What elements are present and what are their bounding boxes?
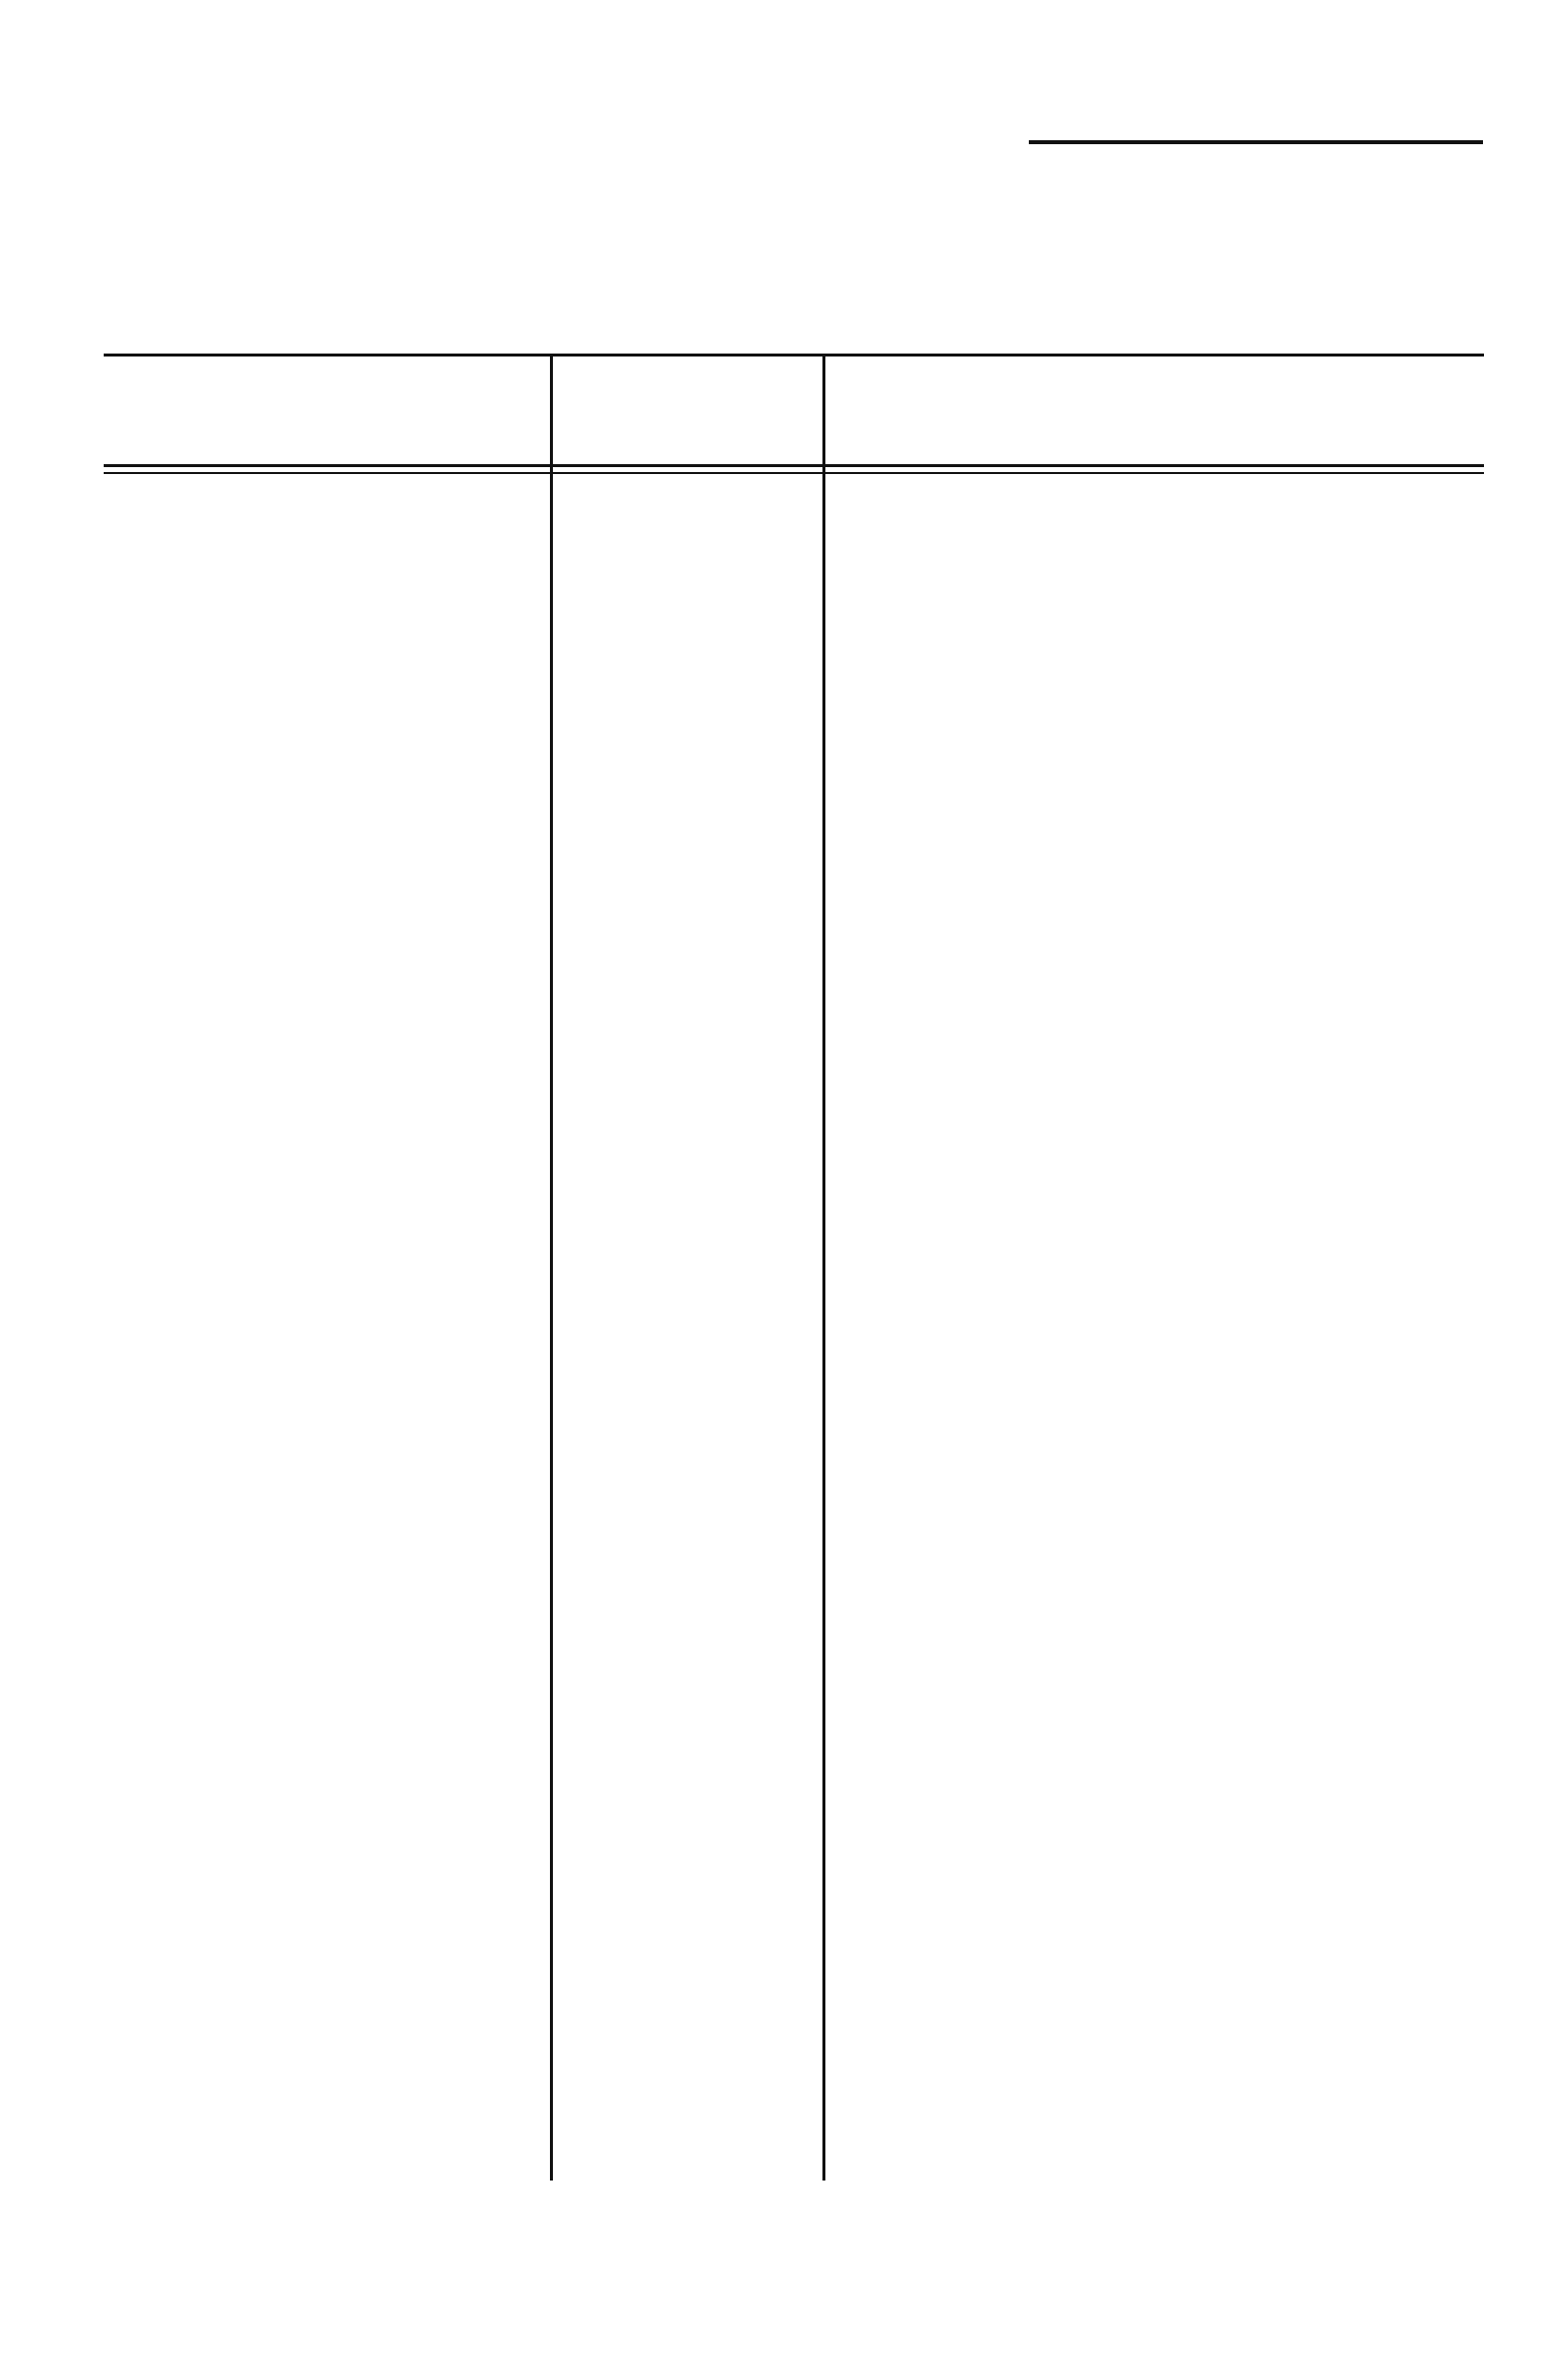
table-column-divider-2 <box>822 354 825 2181</box>
page-header-rule <box>1029 140 1483 144</box>
table-header-col-3 <box>825 371 1484 450</box>
table-header-col-1 <box>104 371 550 450</box>
table-column-divider-1 <box>550 354 553 2181</box>
data-table <box>104 354 1484 2181</box>
page-header <box>1029 109 1483 144</box>
table-header-rule <box>104 464 1484 467</box>
table-top-rule <box>104 354 1484 357</box>
table-header-col-2 <box>553 371 822 450</box>
table-header-rule-secondary <box>104 472 1484 474</box>
